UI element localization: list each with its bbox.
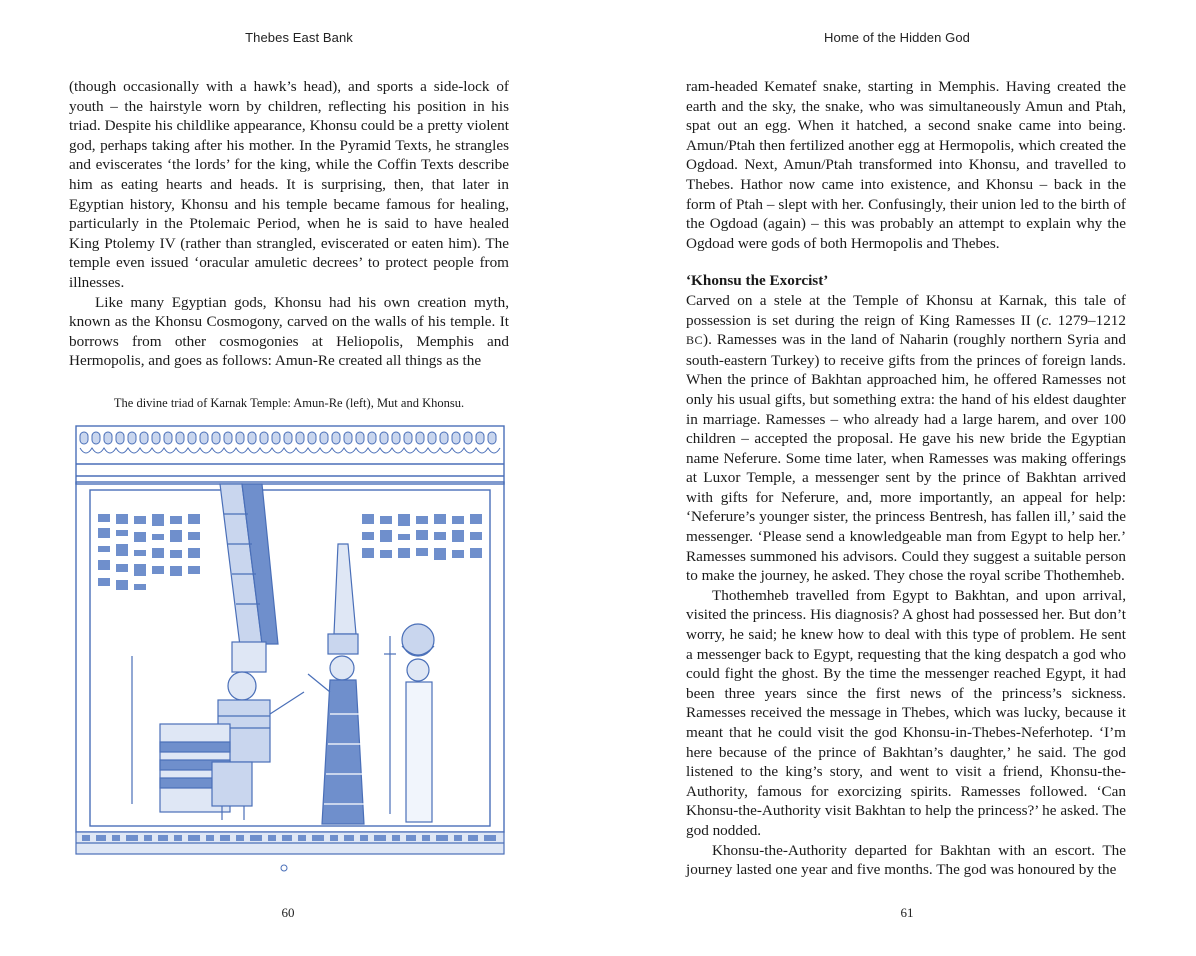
page-number-left: 60 xyxy=(281,905,295,920)
running-head-right: Home of the Hidden God xyxy=(823,30,970,45)
right-page xyxy=(598,0,1196,956)
section-subheading: ‘Khonsu the Exorcist’ xyxy=(686,272,829,290)
left-paragraph-1: (though occasionally with a hawk’s head), and sports a side-lock of youth – the hairstyle worn by children, reflecting his position in his triad. Despite his childlike appearance, Khonsu could be a pretty violent god, perhaps taking after his mother. In the Pyramid Texts, he strangles and eviscerates ‘the lords’ for the king, while the Coffin Texts describe him as eating hearts and heads. It is surprising, then, that later in Egyptian history, Khonsu and his temple became famous for healing, particularly in the Ptolemaic Period, when he is said to have healed King Ptolemy IV (rather than strangled, eviscerated or eaten him). The temple even issued ‘oracular amuletic decrees’ to protect people from illnesses. xyxy=(69,78,509,291)
circa-abbreviation: c. xyxy=(1041,311,1053,329)
running-head-left: Thebes East Bank xyxy=(245,30,353,45)
right-paragraph-1 xyxy=(686,291,1126,586)
figure-caption: The divine triad of Karnak Temple: Amun-Re (left), Mut and Khonsu. xyxy=(113,396,465,410)
paragraph-1-part-b: 1279–1212 xyxy=(1052,311,1126,329)
right-body-text xyxy=(686,77,1126,880)
bc-small-caps: BC xyxy=(686,333,704,348)
page-number-right: 61 xyxy=(900,905,914,920)
left-body-text xyxy=(69,77,509,371)
left-paragraph-2: Like many Egyptian gods, Khonsu had his own creation myth, known as the Khonsu Cosmogony, carved on the walls of his temple. It borrows from other cosmogonies at Heliopolis, Memphis and Hermopolis, and goes as follows: Amun-Re created all things as the xyxy=(69,293,509,370)
paragraph-1-part-a: Carved on a stele at the Temple of Khonsu at Karnak, this tale of possession is set during the reign of King Ramesses II ( xyxy=(686,291,1126,329)
right-paragraph-3: Khonsu-the-Authority departed for Bakhtan with an escort. The journey lasted one year and five months. The god was honoured by the xyxy=(686,841,1126,879)
divine-triad-illustration xyxy=(72,424,508,876)
right-paragraph-intro: ram-headed Kematef snake, starting in Memphis. Having created the earth and the sky, the snake, who was simultaneously Amun and Ptah, spat out an egg. When it hatched, a second snake came into being. Amun/Ptah then fertilized another egg at Hermopolis, which created the Ogdoad. Next, Amun/Ptah transformed into Khonsu, and travelled to Thebes. Hathor now came into existence, and Khonsu – back in the form of Ptah – slept with her. Confusingly, their union led to the birth of the Ogdoad (again) – this was probably an attempt to explain why the Ogdoad were gods of both Hermopolis and Thebes. xyxy=(686,78,1126,252)
right-paragraph-2: Thothemheb travelled from Egypt to Bakhtan, and upon arrival, visited the princess. His diagnosis? A ghost had possessed her. But don’t worry, he said; he knew how to deal with this type of problem. He sent a messenger back to Egypt, requesting that the king despatch a god who could fight the ghost. By the time the messenger reached Egypt, it had been three years since the first news of the princess’s sickness. Ramesses received the message in Thebes, which was lucky, because it meant that he could visit the god Khonsu-in-Thebes-Neferhotep. ‘I’m here because of the prince of Bakhtan’s daughter,’ he said. The god listened to the king’s story, and went to visit a friend, Khonsu-the-Authority, famous for exorcizing spirits. Ramesses followed. ‘Can Khonsu-the-Authority visit Bakhtan to help the princess?’ he asked. The god nodded. xyxy=(686,586,1126,839)
paragraph-1-part-c: ). Ramesses was in the land of Naharin (roughly northern Syria and south-eastern Turkey) to receive gifts from the princes of foreign lands. When the prince of Bakhtan approached him, he offered Ramesses not only his usual gifts, but something extra: the hand of his eldest daughter in marriage. Ramesses – who already had a large harem, and over 100 children – accepted the proposal. He gave his new bride the Egyptian name Neferure. Some time later, when Ramesses was making offerings at Luxor Temple, a messenger sent by the prince of Bakhtan arrived with gifts for Neferure, and, more importantly, an appeal for help: ‘Neferure’s younger sister, the princess Bentresh, has fallen ill,’ said the messenger. ‘Please send a knowledgeable man from Egypt to help her.’ Ramesses summoned his advisors. Could they suggest a suitable person to make the journey, he asked. They chose the royal scribe Thothemheb. xyxy=(686,331,1126,585)
triad-relief-drawing xyxy=(72,424,508,876)
